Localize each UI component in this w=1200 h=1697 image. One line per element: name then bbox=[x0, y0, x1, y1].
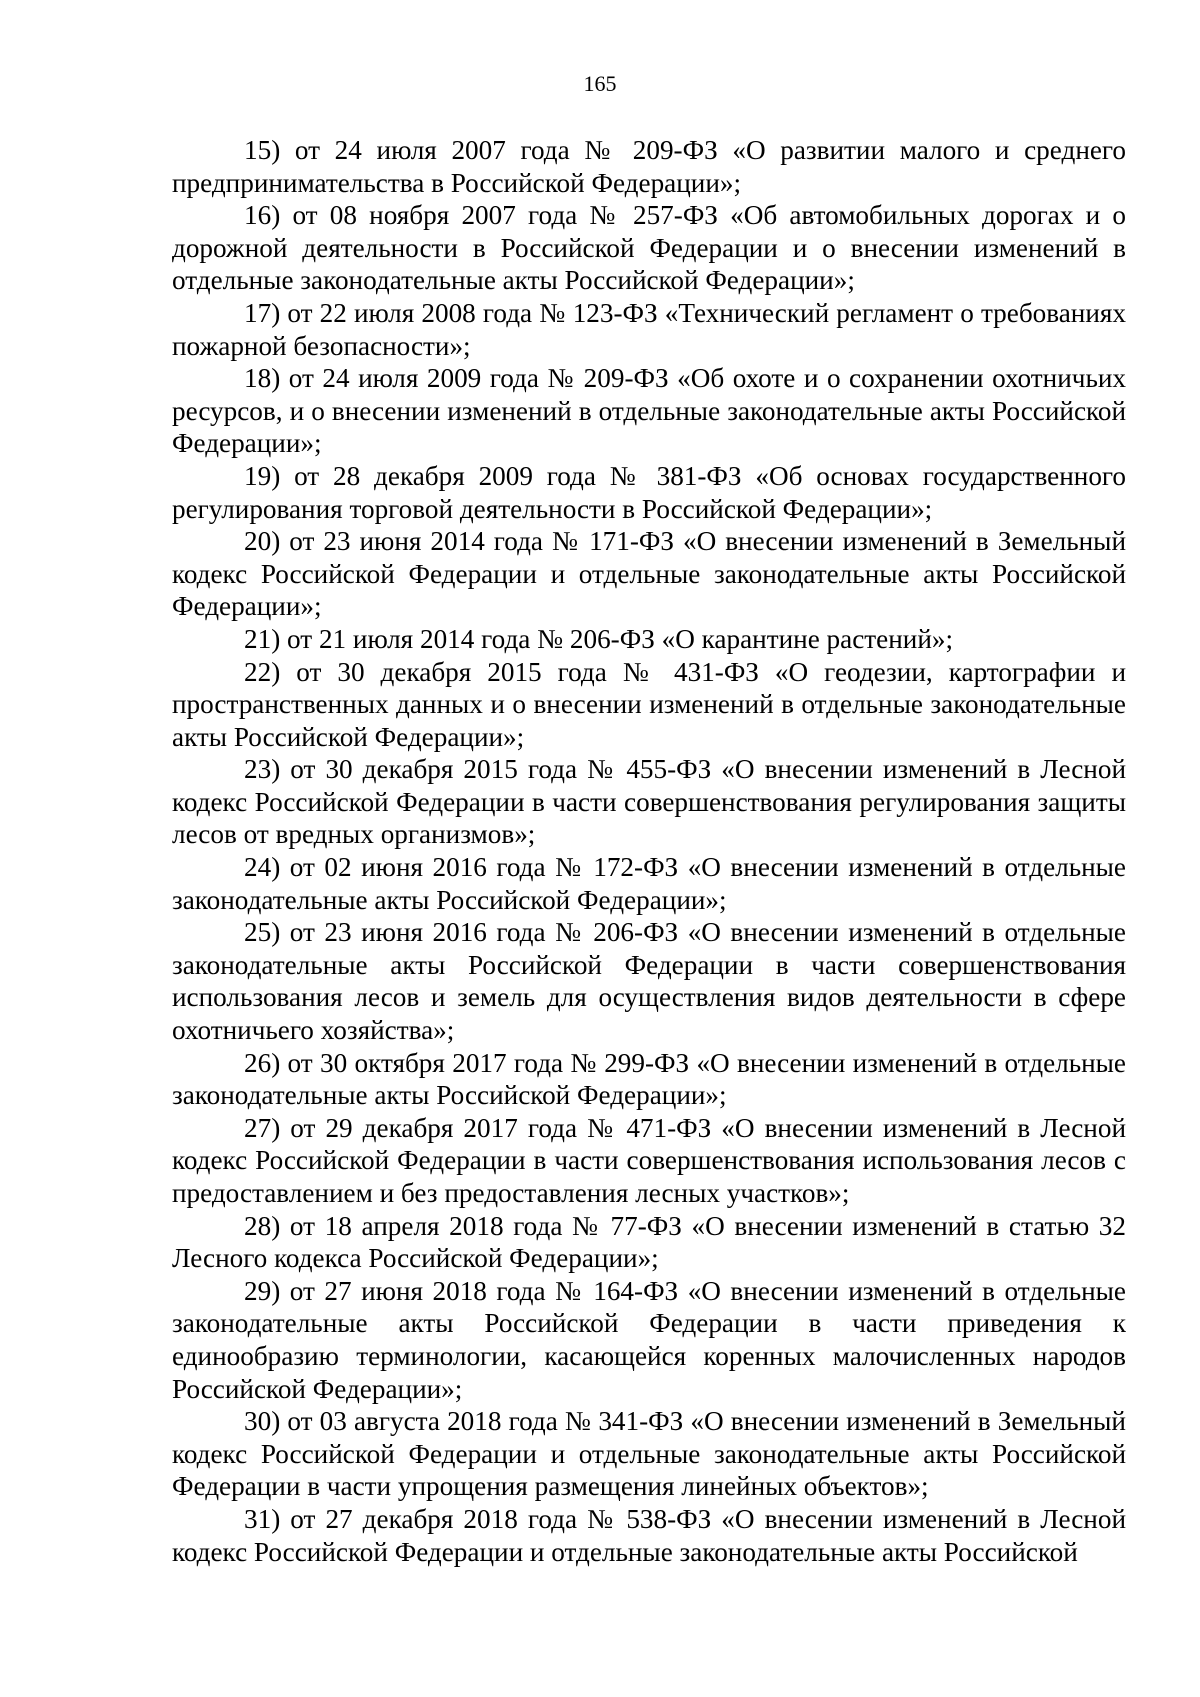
list-item: 18) от 24 июля 2009 года № 209-ФЗ «Об охоте и о сохранении охотничьих ресурсов, и о внесении изменений в отдельные законодательные акты Российской Федерации»; bbox=[172, 363, 1126, 459]
law-list bbox=[172, 134, 1126, 1568]
list-item: 16) от 08 ноября 2007 года № 257-ФЗ «Об автомобильных дорогах и о дорожной деятельности в Российской Федерации и о внесении изменений в отдельные законодательные акты Российской Федерации»; bbox=[172, 200, 1126, 296]
list-item: 30) от 03 августа 2018 года № 341-ФЗ «О внесении изменений в Земельный кодекс Российской Федерации и отдельные законодательные акты Российской Федерации в части упрощения размещения линейных объектов»; bbox=[172, 1406, 1126, 1502]
list-item: 27) от 29 декабря 2017 года № 471-ФЗ «О внесении изменений в Лесной кодекс Российской Федерации в части совершенствования использования лесов с предоставлением и без предоставления лесных участков»; bbox=[172, 1112, 1126, 1208]
list-item: 20) от 23 июня 2014 года № 171-ФЗ «О внесении изменений в Земельный кодекс Российской Федерации и отдельные законодательные акты Российской Федерации»; bbox=[172, 526, 1126, 622]
list-item: 26) от 30 октября 2017 года № 299-ФЗ «О внесении изменений в отдельные законодательные акты Российской Федерации»; bbox=[172, 1047, 1126, 1111]
list-item: 24) от 02 июня 2016 года № 172-ФЗ «О внесении изменений в отдельные законодательные акты Российской Федерации»; bbox=[172, 852, 1126, 915]
list-item: 28) от 18 апреля 2018 года № 77-ФЗ «О внесении изменений в статью 32 Лесного кодекса Российской Федерации»; bbox=[172, 1210, 1126, 1274]
list-item: 17) от 22 июля 2008 года № 123-ФЗ «Технический регламент о требованиях пожарной безопасности»; bbox=[172, 297, 1126, 361]
page-number: 165 bbox=[583, 71, 617, 96]
list-item: 22) от 30 декабря 2015 года № 431-ФЗ «О геодезии, картографии и пространственных данных и о внесении изменений в отдельные законодательные акты Российской Федерации»; bbox=[172, 656, 1126, 752]
list-item: 19) от 28 декабря 2009 года № 381-ФЗ «Об основах государственного регулирования торговой деятельности в Российской Федерации»; bbox=[172, 460, 1126, 524]
list-item: 29) от 27 июня 2018 года № 164-ФЗ «О внесении изменений в отдельные законодательные акты Российской Федерации в части приведения к единообразию терминологии, касающейся коренных малочисленных народов Российской Федерации»; bbox=[172, 1275, 1126, 1404]
list-item: 21) от 21 июля 2014 года № 206-ФЗ «О карантине растений»; bbox=[244, 623, 954, 654]
list-item: 31) от 27 декабря 2018 года № 538-ФЗ «О внесении изменений в Лесной кодекс Российской Федерации и отдельные законодательные акты Российской bbox=[172, 1503, 1126, 1567]
list-item: 15) от 24 июля 2007 года № 209-ФЗ «О развитии малого и среднего предпринимательства в Российской Федерации»; bbox=[172, 135, 1126, 198]
list-item: 25) от 23 июня 2016 года № 206-ФЗ «О внесении изменений в отдельные законодательные акты Российской Федерации в части совершенствования использования лесов и земель для осуществления видов деятельности в сфере охотничьего хозяйства»; bbox=[172, 917, 1126, 1046]
list-item: 23) от 30 декабря 2015 года № 455-ФЗ «О внесении изменений в Лесной кодекс Российской Федерации в части совершенствования регулирования защиты лесов от вредных организмов»; bbox=[172, 754, 1126, 850]
